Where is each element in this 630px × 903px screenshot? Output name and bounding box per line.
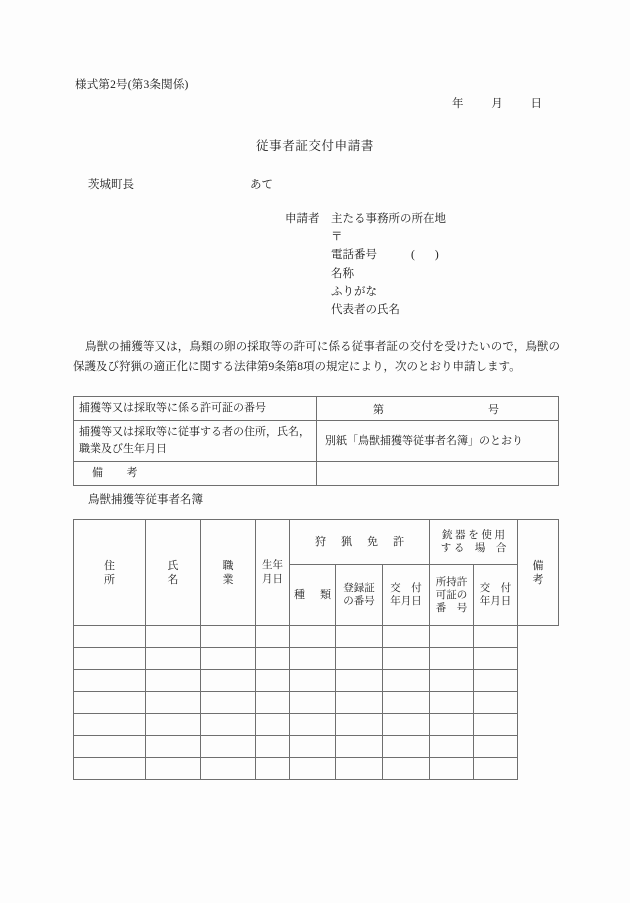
applicant-block — [285, 210, 446, 319]
table-cell[interactable] — [474, 758, 518, 780]
registration-number-line-1: 登録証 — [343, 582, 375, 594]
applicant-name-row — [285, 265, 446, 283]
table-cell[interactable] — [146, 758, 201, 780]
permit-number-prefix: 第 — [373, 403, 384, 416]
registration-number-line-2: の番号 — [343, 596, 375, 607]
table-cell[interactable] — [383, 758, 430, 780]
postal-mark-icon: 〒 — [331, 231, 343, 244]
possession-permit-line-2: 可証の — [435, 589, 468, 601]
table-cell[interactable] — [474, 626, 518, 648]
table-cell[interactable] — [383, 670, 430, 692]
table-row — [74, 421, 559, 462]
table-cell[interactable] — [146, 714, 201, 736]
firearm-group-line-2: す る 場 合 — [440, 543, 507, 554]
roster-data-body — [74, 626, 559, 780]
organization-name-label: 名称 — [331, 267, 354, 280]
permit-number-value — [317, 397, 559, 421]
column-header-license-issue-date — [383, 565, 430, 626]
table-cell[interactable] — [74, 736, 146, 758]
table-cell[interactable] — [290, 626, 336, 648]
table-cell[interactable] — [256, 648, 290, 670]
firearm-issue-date-line-2: 年月日 — [479, 596, 512, 607]
furigana-label: ふりがな — [331, 285, 377, 298]
table-cell[interactable] — [430, 648, 474, 670]
column-header-license-type: 種 類 — [290, 565, 336, 626]
roster-header-row-1 — [74, 520, 559, 565]
table-cell[interactable] — [383, 692, 430, 714]
table-row[interactable] — [74, 736, 559, 758]
permit-number-label: 捕獲等又は採取等に係る許可証の番号 — [74, 397, 317, 421]
birthdate-line-2: 月日 — [262, 573, 283, 585]
date-month-label: 月 — [491, 98, 503, 110]
table-cell[interactable] — [74, 626, 146, 648]
date-year-label: 年 — [452, 98, 464, 110]
table-cell[interactable] — [290, 670, 336, 692]
date-line — [452, 95, 542, 111]
remarks-value — [317, 462, 559, 486]
table-row[interactable] — [74, 758, 559, 780]
applicant-office-address-row — [285, 210, 446, 228]
hunter-roster-table — [73, 519, 559, 780]
table-cell[interactable] — [146, 692, 201, 714]
table-cell[interactable] — [201, 626, 256, 648]
table-cell[interactable] — [383, 648, 430, 670]
table-cell[interactable] — [146, 670, 201, 692]
table-cell[interactable] — [201, 714, 256, 736]
table-cell[interactable] — [430, 626, 474, 648]
table-cell[interactable] — [201, 758, 256, 780]
phone-label: 電話番号 — [331, 249, 377, 262]
table-cell[interactable] — [256, 714, 290, 736]
table-row[interactable] — [74, 692, 559, 714]
table-cell[interactable] — [74, 670, 146, 692]
column-header-registration-number — [336, 565, 383, 626]
table-cell[interactable] — [474, 714, 518, 736]
table-cell[interactable] — [336, 736, 383, 758]
table-cell[interactable] — [201, 670, 256, 692]
column-header-name: 氏 名 — [146, 520, 201, 626]
table-cell[interactable] — [256, 670, 290, 692]
roster-heading: 鳥獣捕獲等従事者名簿 — [88, 494, 203, 506]
table-cell[interactable] — [383, 714, 430, 736]
table-cell[interactable] — [336, 692, 383, 714]
table-cell[interactable] — [430, 758, 474, 780]
table-cell[interactable] — [290, 758, 336, 780]
table-cell[interactable] — [430, 692, 474, 714]
table-row[interactable] — [74, 626, 559, 648]
table-cell[interactable] — [256, 692, 290, 714]
table-cell[interactable] — [290, 648, 336, 670]
table-row — [74, 397, 559, 421]
table-cell[interactable] — [290, 692, 336, 714]
table-row[interactable] — [74, 670, 559, 692]
remarks-label: 備 考 — [74, 462, 317, 486]
participants-info-label: 捕獲等又は採取等に従事する者の住所，氏名，職業及び生年月日 — [74, 421, 317, 462]
phone-paren-open: ( — [411, 249, 415, 262]
table-cell[interactable] — [146, 626, 201, 648]
phone-paren-close: ) — [434, 249, 439, 262]
addressee-suffix: あて — [250, 179, 273, 191]
participants-info-value: 別紙「鳥獣捕獲等従事者名簿」のとおり — [317, 421, 559, 462]
table-cell[interactable] — [290, 714, 336, 736]
table-cell[interactable] — [201, 736, 256, 758]
table-cell[interactable] — [146, 736, 201, 758]
table-cell[interactable] — [430, 736, 474, 758]
table-cell[interactable] — [256, 626, 290, 648]
firearm-group-line-1: 銃 器 を 使 用 — [442, 529, 506, 541]
applicant-phone-row — [285, 246, 446, 264]
page-title: 従事者証交付申請書 — [256, 139, 374, 153]
table-cell[interactable] — [256, 758, 290, 780]
table-cell[interactable] — [383, 626, 430, 648]
body-paragraph: 鳥獣の捕獲等又は，鳥類の卵の採取等の許可に係る従事者証の交付を受けたいので，鳥獣の保護及び狩猟の適正化に関する法律第9条第8項の規定により，次のとおり申請します。 — [73, 341, 560, 373]
table-cell[interactable] — [201, 648, 256, 670]
table-cell[interactable] — [336, 714, 383, 736]
column-header-birthdate — [256, 520, 290, 626]
table-cell[interactable] — [74, 714, 146, 736]
table-cell[interactable] — [336, 626, 383, 648]
phone-area-code-field — [411, 246, 439, 264]
applicant-label: 申請者 — [285, 213, 320, 225]
table-cell[interactable] — [74, 758, 146, 780]
possession-permit-line-3: 番 号 — [435, 602, 468, 614]
table-cell[interactable] — [474, 670, 518, 692]
table-cell[interactable] — [201, 692, 256, 714]
table-cell[interactable] — [336, 648, 383, 670]
table-cell[interactable] — [74, 692, 146, 714]
table-row[interactable] — [74, 714, 559, 736]
table-cell[interactable] — [474, 648, 518, 670]
date-day-label: 日 — [530, 98, 542, 110]
table-cell[interactable] — [74, 648, 146, 670]
table-cell[interactable] — [430, 714, 474, 736]
table-cell[interactable] — [474, 736, 518, 758]
applicant-furigana-row — [285, 283, 446, 301]
table-cell[interactable] — [290, 736, 336, 758]
column-header-occupation: 職 業 — [201, 520, 256, 626]
table-cell[interactable] — [336, 670, 383, 692]
permit-number-suffix: 号 — [488, 403, 499, 416]
table-cell[interactable] — [383, 736, 430, 758]
birthdate-line-1: 生年 — [262, 560, 283, 571]
table-row — [74, 462, 559, 486]
license-issue-date-line-2: 年月日 — [390, 596, 422, 607]
applicant-representative-row — [285, 301, 446, 319]
applicant-postal-row — [285, 228, 446, 246]
table-cell[interactable] — [336, 758, 383, 780]
possession-permit-line-1: 所持許 — [435, 576, 468, 588]
applicant-office-address-label: 主たる事務所の所在地 — [331, 213, 446, 225]
table-cell[interactable] — [430, 670, 474, 692]
table-cell[interactable] — [256, 736, 290, 758]
addressee: 茨城町長 — [88, 179, 134, 191]
column-group-hunting-license: 狩 猟 免 許 — [290, 520, 430, 565]
firearm-issue-date-line-1: 交 付 — [479, 582, 512, 594]
column-group-firearm-use — [430, 520, 518, 565]
table-row[interactable] — [74, 648, 559, 670]
column-header-remarks: 備 考 — [518, 520, 559, 626]
column-header-possession-permit-number — [430, 565, 474, 626]
permit-summary-table — [73, 396, 559, 486]
column-header-firearm-issue-date — [474, 565, 518, 626]
representative-name-label: 代表者の氏名 — [331, 304, 400, 317]
form-code: 様式第2号(第3条関係) — [75, 79, 189, 91]
table-cell[interactable] — [146, 648, 201, 670]
column-header-address: 住 所 — [74, 520, 146, 626]
license-issue-date-line-1: 交 付 — [390, 582, 422, 594]
table-cell[interactable] — [474, 692, 518, 714]
